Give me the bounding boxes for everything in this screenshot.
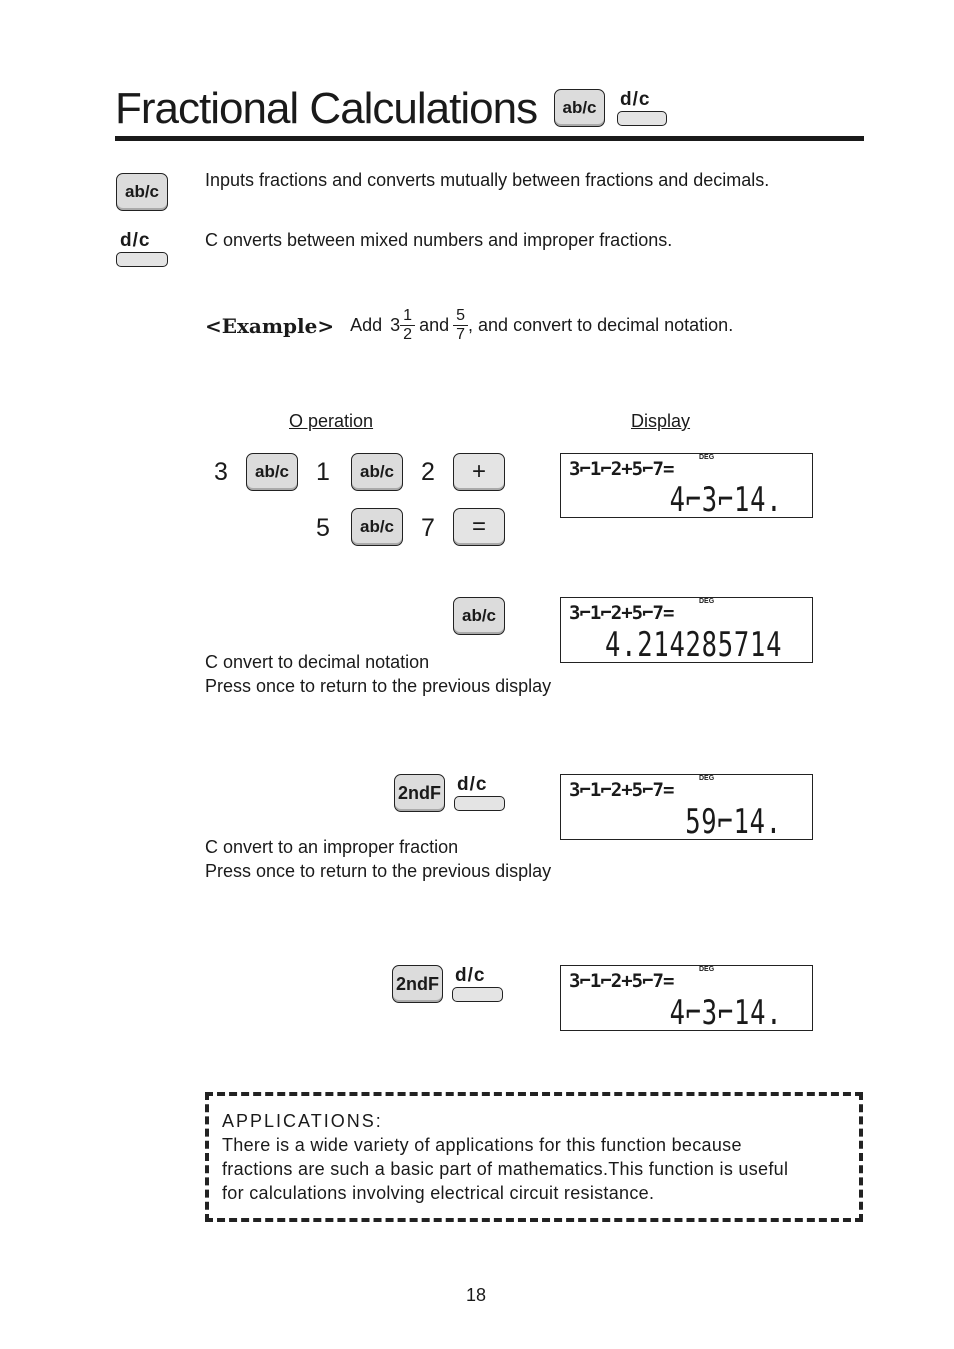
applications-heading: APPLICATIONS: — [222, 1111, 383, 1131]
abc-key-icon: ab/c — [116, 173, 168, 211]
improper-note-2: Press once to return to the previous display — [205, 861, 552, 881]
example-add: Add — [350, 315, 383, 335]
abc-description: Inputs fractions and converts mutually between fractions and decimals. — [205, 170, 770, 190]
frac1-num: 1 — [400, 307, 415, 326]
dc-key-label: d/c — [455, 965, 486, 986]
digit-7: 7 — [421, 514, 435, 542]
decimal-note-1: C onvert to decimal notation — [205, 652, 430, 672]
plus-key-icon: + — [453, 453, 505, 491]
example-label: <Example> — [205, 313, 335, 338]
lcd-expression: 3⌐1⌐2+5⌐7= — [569, 970, 674, 992]
example-whole: 3 — [390, 315, 401, 335]
dc-key-icon — [454, 796, 505, 811]
dc-key-icon — [452, 987, 503, 1002]
fraction-one — [400, 307, 415, 344]
lcd-display-4 — [560, 965, 813, 1031]
example-rest: , and convert to decimal notation. — [468, 315, 734, 335]
applications-box — [205, 1092, 863, 1222]
example-line — [205, 307, 733, 344]
dc-key-label: d/c — [620, 89, 651, 110]
deg-indicator: DEG — [699, 966, 715, 973]
second-f-key-icon: 2ndF — [392, 965, 443, 1003]
applications-line-1: There is a wide variety of applications for this function because — [222, 1135, 742, 1155]
lcd-result: 59⌐14. — [685, 802, 782, 842]
page-number: 18 — [466, 1285, 487, 1305]
abc-key-icon: ab/c — [554, 89, 605, 127]
digit-2: 2 — [421, 458, 435, 486]
lcd-result: 4⌐3⌐14. — [669, 480, 782, 520]
deg-indicator: DEG — [699, 598, 715, 605]
abc-key-icon: ab/c — [246, 453, 298, 491]
deg-indicator: DEG — [699, 454, 715, 461]
digit-1: 1 — [316, 458, 330, 486]
title-rule — [115, 136, 864, 141]
dc-description: C onverts between mixed numbers and improper fractions. — [205, 230, 673, 250]
lcd-expression: 3⌐1⌐2+5⌐7= — [569, 779, 674, 801]
deg-indicator: DEG — [699, 775, 715, 782]
second-f-key-icon: 2ndF — [394, 774, 445, 812]
abc-key-icon: ab/c — [453, 597, 505, 635]
display-header: Display — [631, 411, 691, 431]
frac2-den: 7 — [456, 326, 466, 343]
dc-key-label: d/c — [457, 774, 488, 795]
frac1-den: 2 — [403, 326, 413, 343]
applications-line-2: fractions are such a basic part of mathematics.This function is useful — [222, 1159, 789, 1179]
applications-text — [222, 1109, 788, 1205]
digit-3: 3 — [214, 458, 228, 486]
page-title: Fractional Calculations — [115, 84, 538, 133]
lcd-result: 4.214285714 — [604, 625, 782, 665]
fraction-two — [453, 307, 468, 344]
lcd-expression: 3⌐1⌐2+5⌐7= — [569, 458, 674, 480]
frac2-num: 5 — [453, 307, 468, 326]
improper-note-1: C onvert to an improper fraction — [205, 837, 459, 857]
abc-key-icon: ab/c — [351, 508, 403, 546]
lcd-expression: 3⌐1⌐2+5⌐7= — [569, 602, 674, 624]
equals-key-icon: = — [453, 508, 505, 546]
digit-5: 5 — [316, 514, 330, 542]
dc-key-icon — [617, 111, 667, 126]
example-and: and — [419, 315, 450, 335]
dc-key-icon — [116, 252, 168, 267]
lcd-display-1 — [560, 453, 813, 518]
decimal-note-2: Press once to return to the previous display — [205, 676, 552, 696]
lcd-result: 4⌐3⌐14. — [669, 993, 782, 1033]
dc-key-label: d/c — [120, 230, 151, 251]
lcd-display-3 — [560, 774, 813, 840]
operation-header: O peration — [289, 411, 374, 431]
applications-line-3: for calculations involving electrical circuit resistance. — [222, 1183, 655, 1203]
abc-key-icon: ab/c — [351, 453, 403, 491]
lcd-display-2 — [560, 597, 813, 663]
